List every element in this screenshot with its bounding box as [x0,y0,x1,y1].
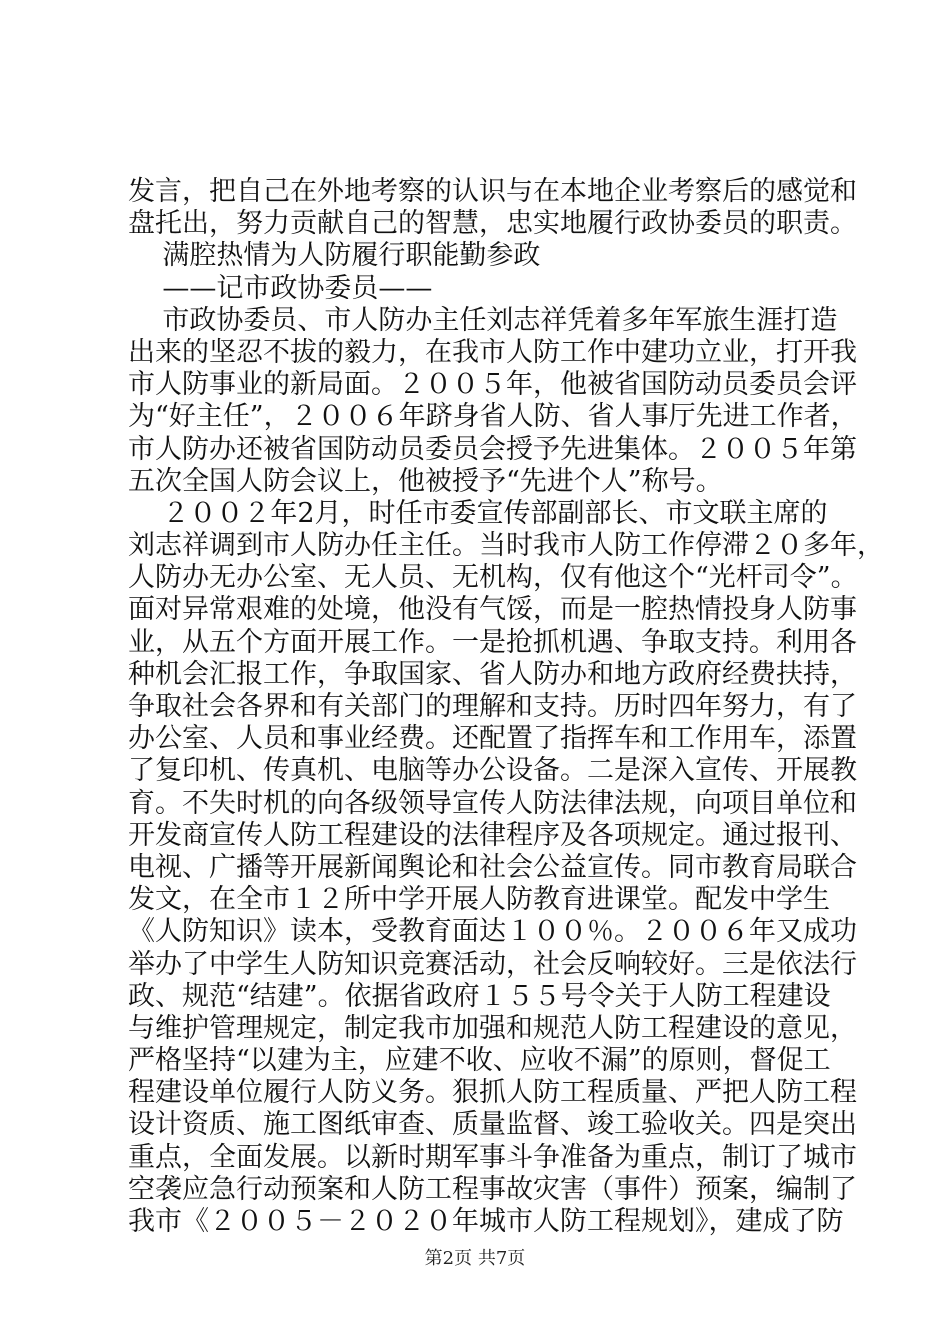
body-text [128,176,884,1238]
text-line: 发言，把自己在外地考察的认识与在本地企业考察后的感觉和 [128,176,857,207]
page-number-footer: 第2页 共7页 [424,1248,526,1269]
text-line: 办公室、人员和事业经费。还配置了指挥车和工作用车，添置 [128,723,857,755]
text-line: 种机会汇报工作，争取国家、省人防办和地方政府经费扶持， [128,658,857,690]
text-line: 市人防办还被省国防动员委员会授予先进集体。２００５年第 [128,433,857,465]
text-line: 程建设单位履行人防义务。狠抓人防工程质量、严把人防工程 [128,1077,857,1109]
text-line: 面对异常艰难的处境，他没有气馁，而是一腔热情投身人防事 [128,594,857,626]
text-line: 市政协委员、市人防办主任刘志祥凭着多年军旅生涯打造 [128,304,838,336]
text-line: 政、规范“结建”。依据省政府１５５号令关于人防工程建设 [128,980,831,1012]
text-line: ２００２年2月，时任市委宣传部副部长、市文联主席的 [128,497,828,529]
text-line: 举办了中学生人防知识竞赛活动，社会反响较好。三是依法行 [128,948,857,980]
text-line: 重点，全面发展。以新时期军事斗争准备为重点，制订了城市 [128,1141,857,1173]
text-line: 争取社会各界和有关部门的理解和支持。历时四年努力，有了 [128,691,857,722]
text-line: 盘托出，努力贡献自己的智慧，忠实地履行政协委员的职责。 [128,208,857,240]
text-line: 刘志祥调到市人防办任主任。当时我市人防工作停滞２０多年， [128,530,884,562]
text-line: 发文，在全市１２所中学开展人防教育进课堂。配发中学生 [128,884,830,916]
text-line: 市人防事业的新局面。２００５年，他被省国防动员委员会评 [128,369,857,401]
text-line: 为“好主任”，２００６年跻身省人防、省人事厅先进工作者， [128,401,858,433]
text-line: 空袭应急行动预案和人防工程事故灾害（事件）预案，编制了 [128,1173,857,1205]
text-line: 出来的坚忍不拔的毅力，在我市人防工作中建功立业，打开我 [128,336,857,368]
text-line: 了复印机、传真机、电脑等办公设备。二是深入宣传、开展教 [128,755,857,787]
text-line: 五次全国人防会议上，他被授予“先进个人”称号。 [128,465,723,497]
text-line: 人防办无办公室、无人员、无机构，仅有他这个“光杆司令”。 [128,562,858,594]
text-line: 满腔热情为人防履行职能勤参政 [128,240,541,272]
text-line: 《人防知识》读本，受教育面达１００％。２００６年又成功 [128,916,857,948]
text-line: 我市《２００５－２０２０年城市人防工程规划》，建成了防 [128,1206,844,1237]
text-line: 育。不失时机的向各级领导宣传人防法律法规，向项目单位和 [128,787,857,819]
text-line: 业，从五个方面开展工作。一是抢抓机遇、争取支持。利用各 [128,626,857,658]
text-line: 与维护管理规定，制定我市加强和规范人防工程建设的意见， [128,1012,857,1044]
text-line: ——记市政协委员—— [128,272,433,304]
text-line: 电视、广播等开展新闻舆论和社会公益宣传。同市教育局联合 [128,851,857,883]
text-line: 开发商宣传人防工程建设的法律程序及各项规定。通过报刊、 [128,819,857,851]
text-line: 严格坚持“以建为主，应建不收、应收不漏”的原则，督促工 [128,1045,831,1077]
text-line: 设计资质、施工图纸审查、质量监督、竣工验收关。四是突出 [128,1109,857,1141]
